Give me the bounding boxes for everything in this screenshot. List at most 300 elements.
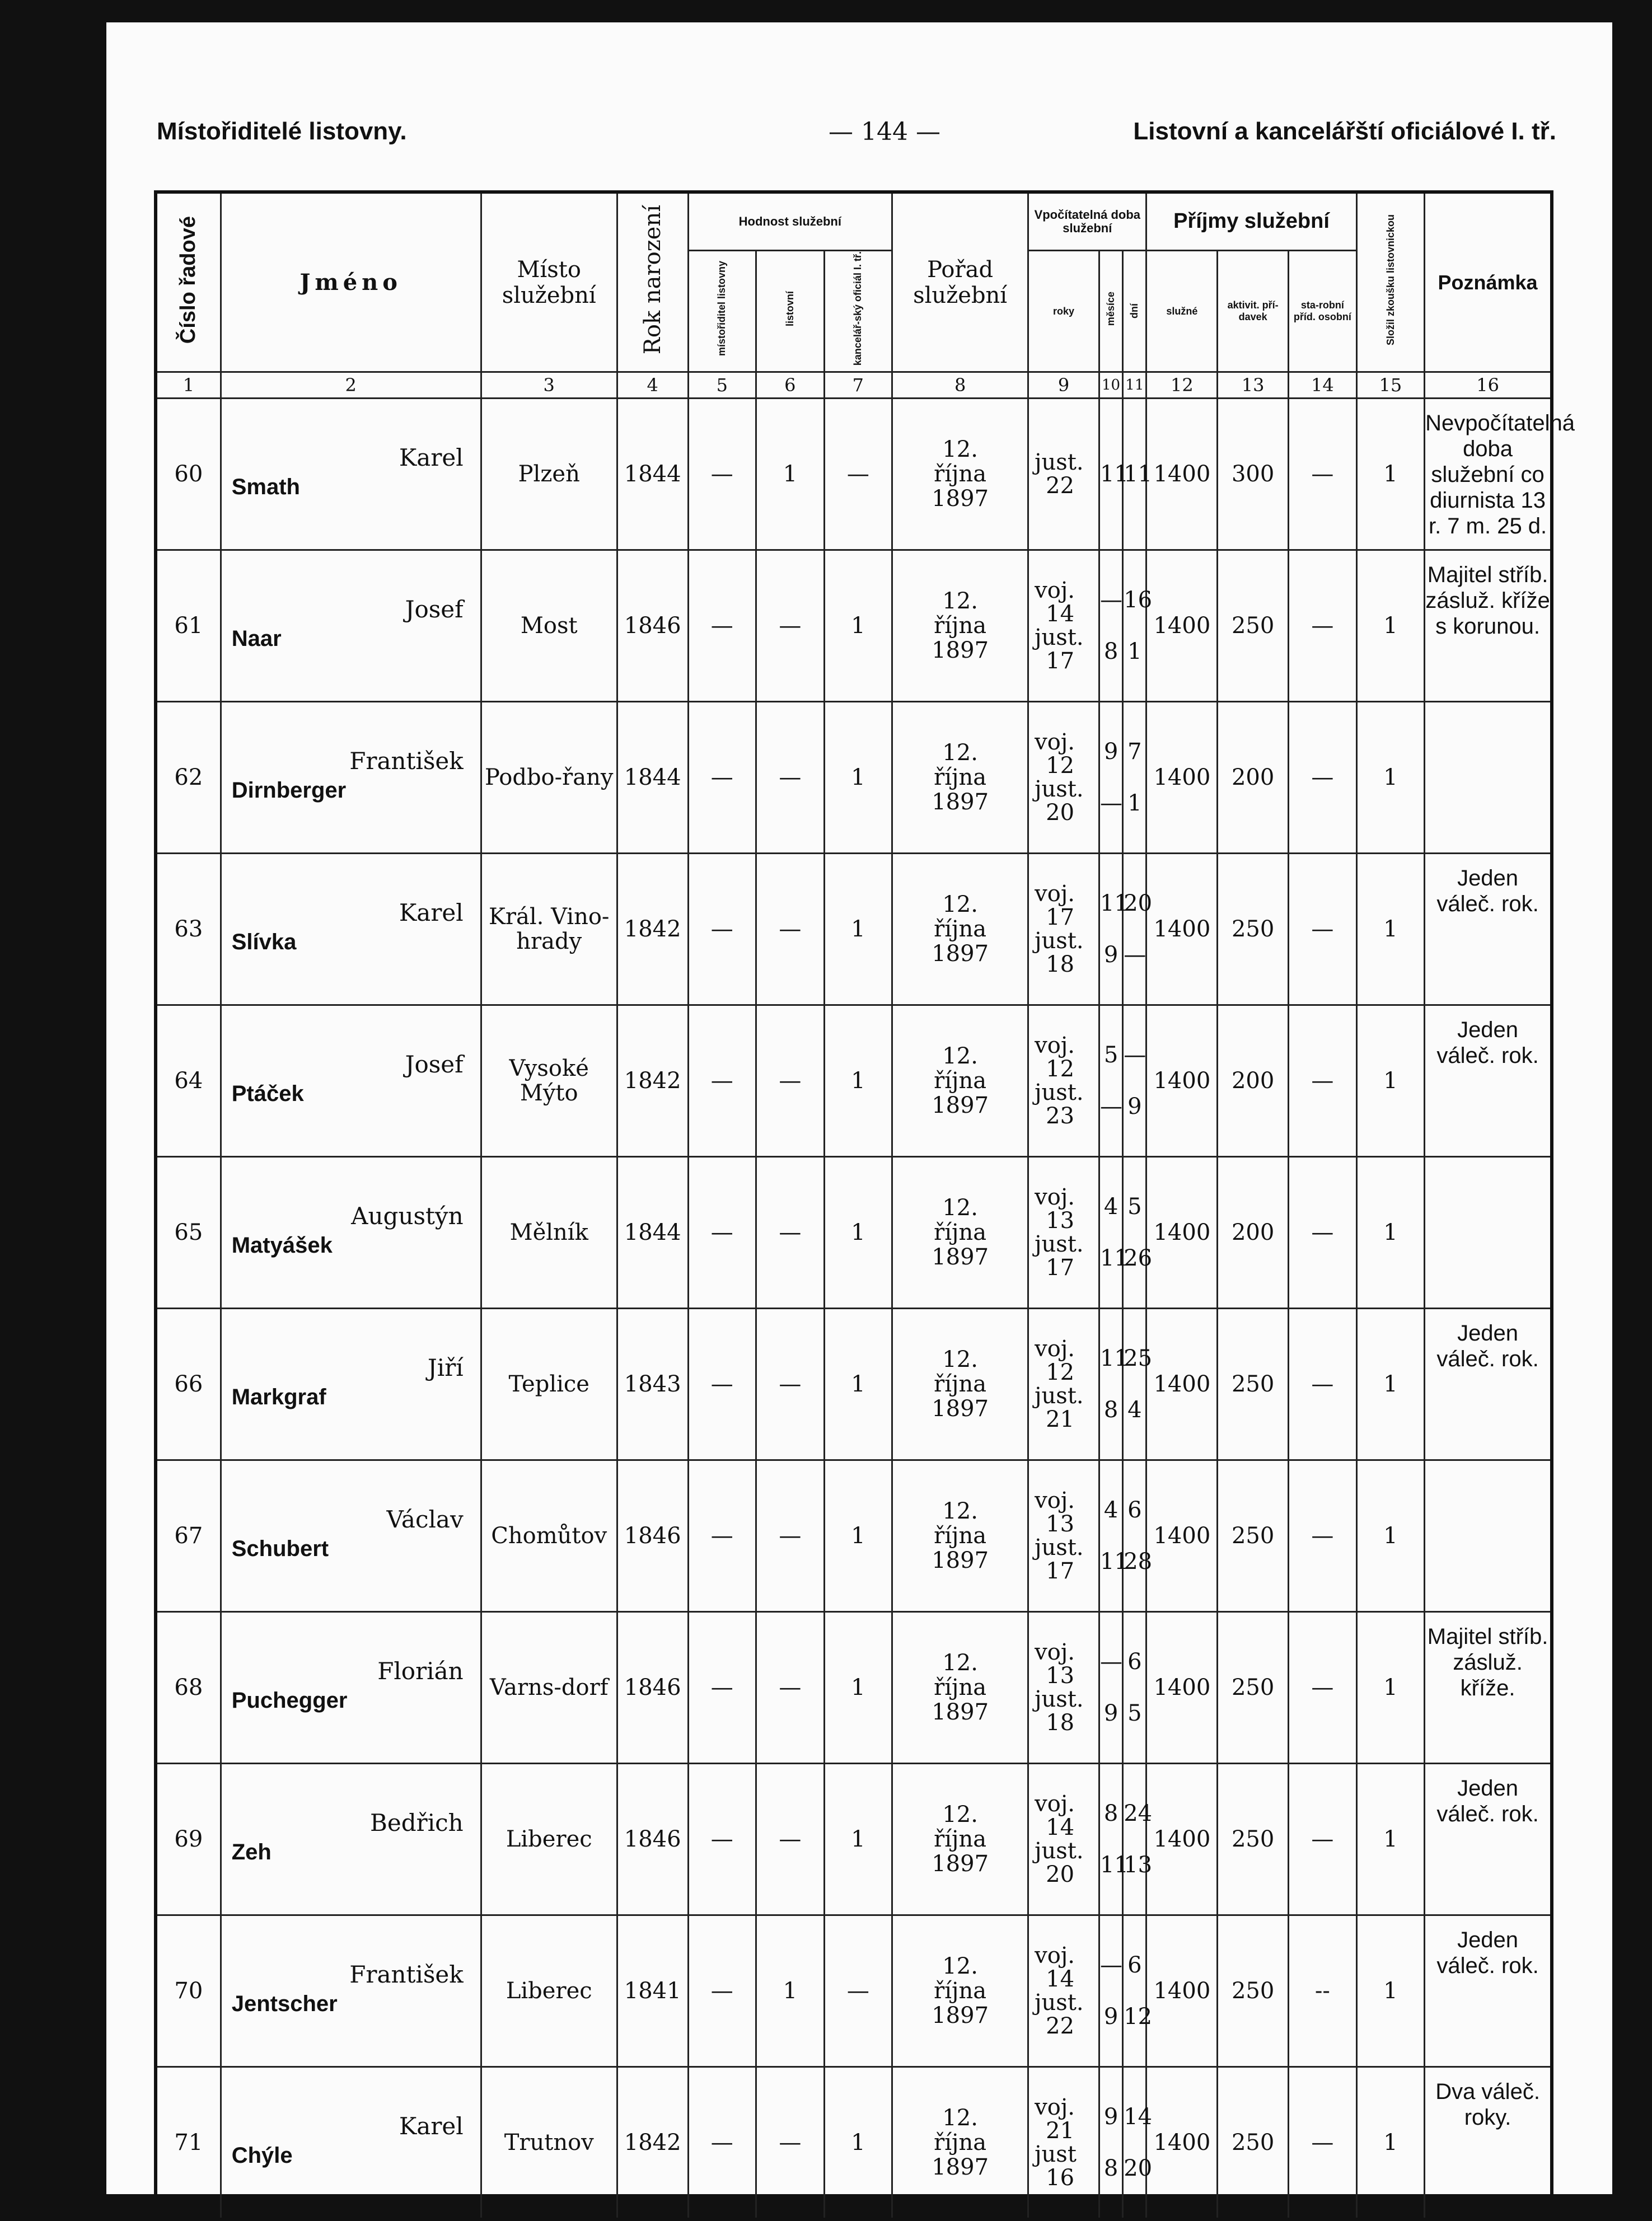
rank-kancel: 1: [824, 854, 892, 1005]
rank-listovni: 1: [756, 1915, 825, 2067]
table-row: [156, 1612, 1552, 1764]
service-order: 12. října 1897: [892, 2067, 1028, 2220]
row-number: 67: [156, 1460, 221, 1612]
days-a: 25: [1124, 1346, 1153, 1372]
service-months: [1099, 1309, 1129, 1460]
header-mistoriditel: místořiditel listovny: [688, 251, 756, 372]
note-cell: Jeden váleč. rok.: [1425, 1915, 1552, 2067]
last-name: Smath: [231, 475, 300, 500]
header-cislo: Číslo řadové: [156, 192, 221, 372]
days-a: 24: [1124, 1801, 1153, 1827]
service-months: [1099, 1157, 1129, 1309]
note-cell: Jeden váleč. rok.: [1425, 854, 1552, 1005]
table-row: [156, 2067, 1552, 2220]
months-b: 9: [1103, 942, 1119, 968]
months-a: 4: [1103, 1194, 1119, 1220]
first-name: František: [349, 747, 464, 775]
rank-listovni: —: [756, 1764, 825, 1915]
service-days: [1123, 1005, 1146, 1157]
service-order: 12. října 1897: [892, 1764, 1028, 1915]
rank-kancel: 1: [824, 550, 892, 702]
rank-listovni: —: [756, 1460, 825, 1612]
col-num: 2: [221, 372, 481, 399]
service-type-a: voj.: [1035, 1033, 1075, 1059]
note-cell: Majitel stříb. zásluž. kříže s korunou.: [1425, 550, 1552, 702]
last-name: Ptáček: [231, 1081, 304, 1107]
service-type-b: just.: [1035, 1535, 1084, 1561]
service-type-a: voj.: [1035, 1943, 1075, 1969]
birth-year: 1846: [617, 1460, 688, 1612]
last-name: Zeh: [231, 1840, 272, 1865]
activity-allowance: 250: [1218, 854, 1289, 1005]
exam-passed: 1: [1356, 702, 1425, 854]
last-name: Chýle: [231, 2143, 293, 2168]
name-cell: [221, 399, 481, 550]
last-name: Naar: [231, 626, 282, 652]
days-b: 12: [1124, 2004, 1153, 2030]
row-number: 69: [156, 1764, 221, 1915]
column-number-row: [156, 372, 1552, 399]
rank-mistoriditel: —: [688, 1915, 756, 2067]
service-years-a: 12: [1046, 1056, 1075, 1083]
activity-allowance: 200: [1218, 1005, 1289, 1157]
rank-kancel: 1: [824, 1309, 892, 1460]
birth-year: 1842: [617, 2067, 688, 2220]
service-order: 12. října 1897: [892, 1157, 1028, 1309]
age-allowance: —: [1289, 702, 1357, 854]
col-num: 11: [1123, 372, 1146, 399]
rank-listovni: —: [756, 1612, 825, 1764]
service-type-a: voj.: [1035, 729, 1075, 756]
row-number: 62: [156, 702, 221, 854]
table-row: [156, 399, 1552, 550]
service-type-b: just.: [1035, 1383, 1084, 1409]
service-years-b: 17: [1046, 1558, 1075, 1585]
service-months: [1099, 702, 1122, 854]
salary: 1400: [1146, 1915, 1218, 2067]
days-b: 26: [1124, 1245, 1153, 1272]
service-years: [1028, 1612, 1099, 1764]
service-years: [1028, 2067, 1099, 2220]
place-cell: Liberec: [481, 1915, 617, 2067]
days-b: 1: [1127, 639, 1142, 665]
ledger-body: [156, 399, 1575, 2220]
first-name: Augustýn: [351, 1202, 464, 1230]
first-name: Josef: [405, 596, 464, 624]
service-years-b: 17: [1046, 648, 1075, 674]
service-years-a: 22: [1046, 473, 1075, 499]
service-years-b: 22: [1046, 2013, 1075, 2040]
rank-mistoriditel: —: [688, 1157, 756, 1309]
row-number: 61: [156, 550, 221, 702]
activity-allowance: 300: [1218, 399, 1289, 550]
header-kancel: kancelář-ský oficiál I. tř.: [824, 251, 892, 372]
days-a: 16: [1124, 587, 1153, 613]
rank-mistoriditel: —: [688, 1764, 756, 1915]
header-poznamka: Poznámka: [1425, 192, 1552, 372]
service-days: [1123, 1612, 1146, 1764]
service-type-a: voj.: [1035, 1791, 1075, 1817]
name-cell: [221, 1460, 481, 1612]
running-head-right: Listovní a kancelářští oficiálové I. tř.: [1133, 118, 1556, 145]
birth-year: 1842: [617, 854, 688, 1005]
service-years: [1028, 1764, 1099, 1915]
rank-kancel: 1: [824, 1764, 892, 1915]
service-years-b: 20: [1046, 1862, 1075, 1888]
last-name: Dirnberger: [231, 778, 347, 803]
col-num: 1: [156, 372, 221, 399]
rank-mistoriditel: —: [688, 1460, 756, 1612]
exam-passed: 1: [1356, 2067, 1425, 2220]
service-type-b: just.: [1035, 1231, 1084, 1258]
service-years-b: 18: [1046, 1710, 1075, 1736]
service-type-a: just.: [1035, 449, 1084, 476]
first-name: Florián: [377, 1657, 464, 1685]
exam-passed: 1: [1356, 1005, 1425, 1157]
days-a: 7: [1127, 739, 1142, 765]
service-order: 12. října 1897: [892, 1915, 1028, 2067]
activity-allowance: 250: [1218, 550, 1289, 702]
service-years-b: 17: [1046, 1255, 1075, 1281]
months-a: —: [1099, 587, 1122, 613]
months-a: 11: [1099, 1346, 1129, 1372]
service-order: 12. října 1897: [892, 1612, 1028, 1764]
service-type-b: just.: [1035, 776, 1084, 803]
service-months: [1099, 1764, 1129, 1915]
col-num: 13: [1218, 372, 1289, 399]
activity-allowance: 200: [1218, 1157, 1289, 1309]
service-order: 12. října 1897: [892, 1005, 1028, 1157]
service-years-a: 14: [1046, 1966, 1075, 1993]
place-cell: Teplice: [481, 1309, 617, 1460]
rank-kancel: —: [824, 1915, 892, 2067]
rank-listovni: —: [756, 1309, 825, 1460]
col-num: 16: [1425, 372, 1552, 399]
ledger-table: [154, 190, 1575, 2221]
months-b: 11: [1099, 1852, 1129, 1878]
exam-passed: 1: [1356, 854, 1425, 1005]
service-type-a: voj.: [1035, 1488, 1075, 1514]
rank-kancel: 1: [824, 1005, 892, 1157]
service-years-a: 14: [1046, 1815, 1075, 1841]
place-cell: Most: [481, 550, 617, 702]
service-type-a: voj.: [1035, 578, 1075, 604]
col-num: 9: [1028, 372, 1099, 399]
header-listovni: listovní: [756, 251, 825, 372]
service-years-a: 12: [1046, 753, 1075, 779]
note-cell: [1425, 1460, 1552, 1612]
age-allowance: —: [1289, 1612, 1357, 1764]
service-years-b: 18: [1046, 952, 1075, 978]
place-cell: Vysoké Mýto: [481, 1005, 617, 1157]
service-years: [1028, 854, 1099, 1005]
birth-year: 1844: [617, 702, 688, 854]
note-cell: Jeden váleč. rok.: [1425, 1309, 1552, 1460]
name-cell: [221, 1005, 481, 1157]
header-zkouska: Složil zkoušku listovnickou: [1356, 192, 1425, 372]
months-b: —: [1099, 790, 1122, 817]
running-head-left: Místořiditelé listovny.: [157, 118, 407, 145]
activity-allowance: 250: [1218, 1309, 1289, 1460]
age-allowance: —: [1289, 1157, 1357, 1309]
header-dni: dní: [1123, 251, 1146, 372]
place-cell: Chomůtov: [481, 1460, 617, 1612]
service-years-a: 13: [1046, 1663, 1075, 1689]
service-years: [1028, 702, 1099, 854]
service-type-a: voj.: [1035, 1184, 1075, 1211]
service-type-b: just.: [1035, 1686, 1084, 1713]
months-a: 9: [1103, 2104, 1119, 2130]
table-row: [156, 1764, 1552, 1915]
service-years: [1028, 1915, 1099, 2067]
first-name: Josef: [405, 1051, 464, 1079]
rank-kancel: 1: [824, 1157, 892, 1309]
age-allowance: —: [1289, 1005, 1357, 1157]
last-name: Slívka: [231, 930, 297, 955]
service-type-b: just.: [1035, 1080, 1084, 1106]
first-name: Karel: [399, 444, 464, 472]
col-num: 5: [688, 372, 756, 399]
rank-mistoriditel: —: [688, 1005, 756, 1157]
name-cell: [221, 1309, 481, 1460]
row-number: 60: [156, 399, 221, 550]
rank-mistoriditel: —: [688, 854, 756, 1005]
table-row: [156, 550, 1552, 702]
salary: 1400: [1146, 854, 1218, 1005]
header-jmeno: Jméno: [221, 192, 481, 372]
table-row: [156, 1309, 1552, 1460]
days-b: 5: [1127, 1700, 1142, 1727]
days-a: 6: [1127, 1649, 1142, 1675]
service-years-a: 13: [1046, 1511, 1075, 1538]
days-b: 13: [1124, 1852, 1153, 1878]
birth-year: 1841: [617, 1915, 688, 2067]
salary: 1400: [1146, 1764, 1218, 1915]
service-type-b: just.: [1035, 928, 1084, 954]
exam-passed: 1: [1356, 399, 1425, 550]
header-row-1: [156, 192, 1552, 251]
col-num: 15: [1356, 372, 1425, 399]
rank-mistoriditel: —: [688, 702, 756, 854]
service-years-a: 14: [1046, 601, 1075, 627]
rank-listovni: —: [756, 702, 825, 854]
last-name: Schubert: [231, 1536, 329, 1562]
exam-passed: 1: [1356, 1764, 1425, 1915]
service-years-a: 13: [1046, 1208, 1075, 1234]
service-years-a: 17: [1046, 905, 1075, 931]
days-a: 5: [1127, 1194, 1142, 1220]
days-b: 20: [1124, 2156, 1153, 2182]
header-starobni: sta-robní příd. osobní: [1289, 251, 1357, 372]
name-cell: [221, 2067, 481, 2220]
service-years: [1028, 1005, 1099, 1157]
place-cell: Liberec: [481, 1764, 617, 1915]
months-b: 8: [1103, 639, 1119, 665]
months-b: 9: [1103, 1700, 1119, 1727]
col-num: 12: [1146, 372, 1218, 399]
name-cell: [221, 1157, 481, 1309]
rank-kancel: 1: [824, 702, 892, 854]
rank-mistoriditel: —: [688, 399, 756, 550]
days-b: 1: [1127, 790, 1142, 817]
service-days: [1123, 1764, 1153, 1915]
age-allowance: --: [1289, 1915, 1357, 2067]
note-cell: [1425, 702, 1552, 854]
days-b: 9: [1127, 1094, 1142, 1120]
activity-allowance: 250: [1218, 1612, 1289, 1764]
days-b: —: [1124, 942, 1146, 968]
exam-passed: 1: [1356, 1915, 1425, 2067]
exam-passed: 1: [1356, 1460, 1425, 1612]
header-doba: Vpočítatelná doba služební: [1028, 192, 1146, 251]
place-cell: Král. Vino-hrady: [481, 854, 617, 1005]
birth-year: 1844: [617, 399, 688, 550]
birth-year: 1846: [617, 1612, 688, 1764]
rank-listovni: 1: [756, 399, 825, 550]
salary: 1400: [1146, 1005, 1218, 1157]
note-cell: Dva váleč. roky.: [1425, 2067, 1552, 2220]
place-cell: Plzeň: [481, 399, 617, 550]
salary: 1400: [1146, 1612, 1218, 1764]
note-cell: Majitel stříb. zásluž. kříže.: [1425, 1612, 1552, 1764]
first-name: Jiří: [427, 1354, 464, 1382]
exam-passed: 1: [1356, 1612, 1425, 1764]
header-roky: roky: [1028, 251, 1099, 372]
last-name: Matyášek: [231, 1233, 333, 1258]
service-days: [1123, 1309, 1153, 1460]
service-order: 12. října 1897: [892, 550, 1028, 702]
service-order: 12. října 1897: [892, 1460, 1028, 1612]
place-cell: Varns-dorf: [481, 1612, 617, 1764]
days-a: 20: [1124, 891, 1153, 917]
service-days: [1123, 550, 1153, 702]
service-years: [1028, 399, 1099, 550]
days-a: 6: [1127, 1497, 1142, 1524]
months-b: —: [1099, 1094, 1122, 1120]
rank-mistoriditel: —: [688, 2067, 756, 2220]
service-order: 12. října 1897: [892, 702, 1028, 854]
days-b: 4: [1127, 1397, 1142, 1423]
name-cell: [221, 1915, 481, 2067]
row-number: 63: [156, 854, 221, 1005]
days-a: —: [1124, 1042, 1146, 1069]
exam-passed: 1: [1356, 1157, 1425, 1309]
first-name: Václav: [386, 1506, 464, 1534]
first-name: Karel: [399, 899, 464, 927]
col-num: 10: [1099, 372, 1122, 399]
days-a: 6: [1127, 1952, 1142, 1979]
rank-listovni: —: [756, 1157, 825, 1309]
age-allowance: —: [1289, 1460, 1357, 1612]
service-months: [1099, 399, 1129, 550]
col-num: 14: [1289, 372, 1357, 399]
col-num: 6: [756, 372, 825, 399]
header-aktivit: aktivit. pří-davek: [1218, 251, 1289, 372]
service-days: [1123, 2067, 1153, 2220]
months-b: 8: [1103, 1397, 1119, 1423]
col-num: 3: [481, 372, 617, 399]
service-years-a: 21: [1046, 2118, 1075, 2144]
rank-listovni: —: [756, 2067, 825, 2220]
rank-listovni: —: [756, 854, 825, 1005]
first-name: Bedřich: [370, 1809, 464, 1837]
birth-year: 1846: [617, 550, 688, 702]
note-cell: Jeden váleč. rok.: [1425, 1764, 1552, 1915]
place-cell: Mělník: [481, 1157, 617, 1309]
days-b: 28: [1124, 1549, 1153, 1575]
table-row: [156, 854, 1552, 1005]
header-mesice: měsíce: [1099, 251, 1122, 372]
months-b: 8: [1103, 2156, 1119, 2182]
name-cell: [221, 1764, 481, 1915]
last-name: Markgraf: [231, 1385, 326, 1410]
row-number: 70: [156, 1915, 221, 2067]
rank-mistoriditel: —: [688, 1309, 756, 1460]
months-a: 5: [1103, 1042, 1119, 1069]
service-type-a: voj.: [1035, 1639, 1075, 1666]
service-months: [1099, 854, 1129, 1005]
service-type-b: just: [1035, 2142, 1077, 2168]
place-cell: Trutnov: [481, 2067, 617, 2220]
service-type-a: voj.: [1035, 881, 1075, 907]
col-num: 8: [892, 372, 1028, 399]
days-a: 11: [1124, 461, 1153, 488]
place-cell: Podbo-řany: [481, 702, 617, 854]
service-years-b: 20: [1046, 800, 1075, 826]
table-row: [156, 1157, 1552, 1309]
months-a: —: [1099, 1649, 1122, 1675]
rank-kancel: 1: [824, 1612, 892, 1764]
last-name: Jentscher: [231, 1992, 338, 2017]
months-b: 11: [1099, 1245, 1129, 1272]
salary: 1400: [1146, 550, 1218, 702]
service-years-b: 21: [1046, 1407, 1075, 1433]
months-a: 4: [1103, 1497, 1119, 1524]
salary: 1400: [1146, 1309, 1218, 1460]
rank-listovni: —: [756, 550, 825, 702]
header-misto: Místo služební: [481, 192, 617, 372]
header-prijmy: Příjmy služební: [1146, 192, 1356, 251]
name-cell: [221, 854, 481, 1005]
activity-allowance: 200: [1218, 702, 1289, 854]
service-years: [1028, 1157, 1099, 1309]
page-number: — 144 —: [829, 118, 940, 146]
activity-allowance: 250: [1218, 1764, 1289, 1915]
first-name: František: [349, 1961, 464, 1989]
service-months: [1099, 1460, 1129, 1612]
row-number: 65: [156, 1157, 221, 1309]
age-allowance: —: [1289, 1764, 1357, 1915]
service-days: [1123, 702, 1146, 854]
age-allowance: —: [1289, 399, 1357, 550]
salary: 1400: [1146, 1157, 1218, 1309]
last-name: Puchegger: [231, 1688, 348, 1713]
months-a: 8: [1103, 1801, 1119, 1827]
service-years-b: 16: [1046, 2165, 1075, 2191]
salary: 1400: [1146, 1460, 1218, 1612]
salary: 1400: [1146, 399, 1218, 550]
table-row: [156, 1460, 1552, 1612]
days-a: 14: [1124, 2104, 1153, 2130]
age-allowance: —: [1289, 854, 1357, 1005]
row-number: 66: [156, 1309, 221, 1460]
header-sluzne: služné: [1146, 251, 1218, 372]
rank-kancel: —: [824, 399, 892, 550]
table-row: [156, 1915, 1552, 2067]
months-b: 9: [1103, 2004, 1119, 2030]
col-num: 7: [824, 372, 892, 399]
service-months: [1099, 1612, 1122, 1764]
